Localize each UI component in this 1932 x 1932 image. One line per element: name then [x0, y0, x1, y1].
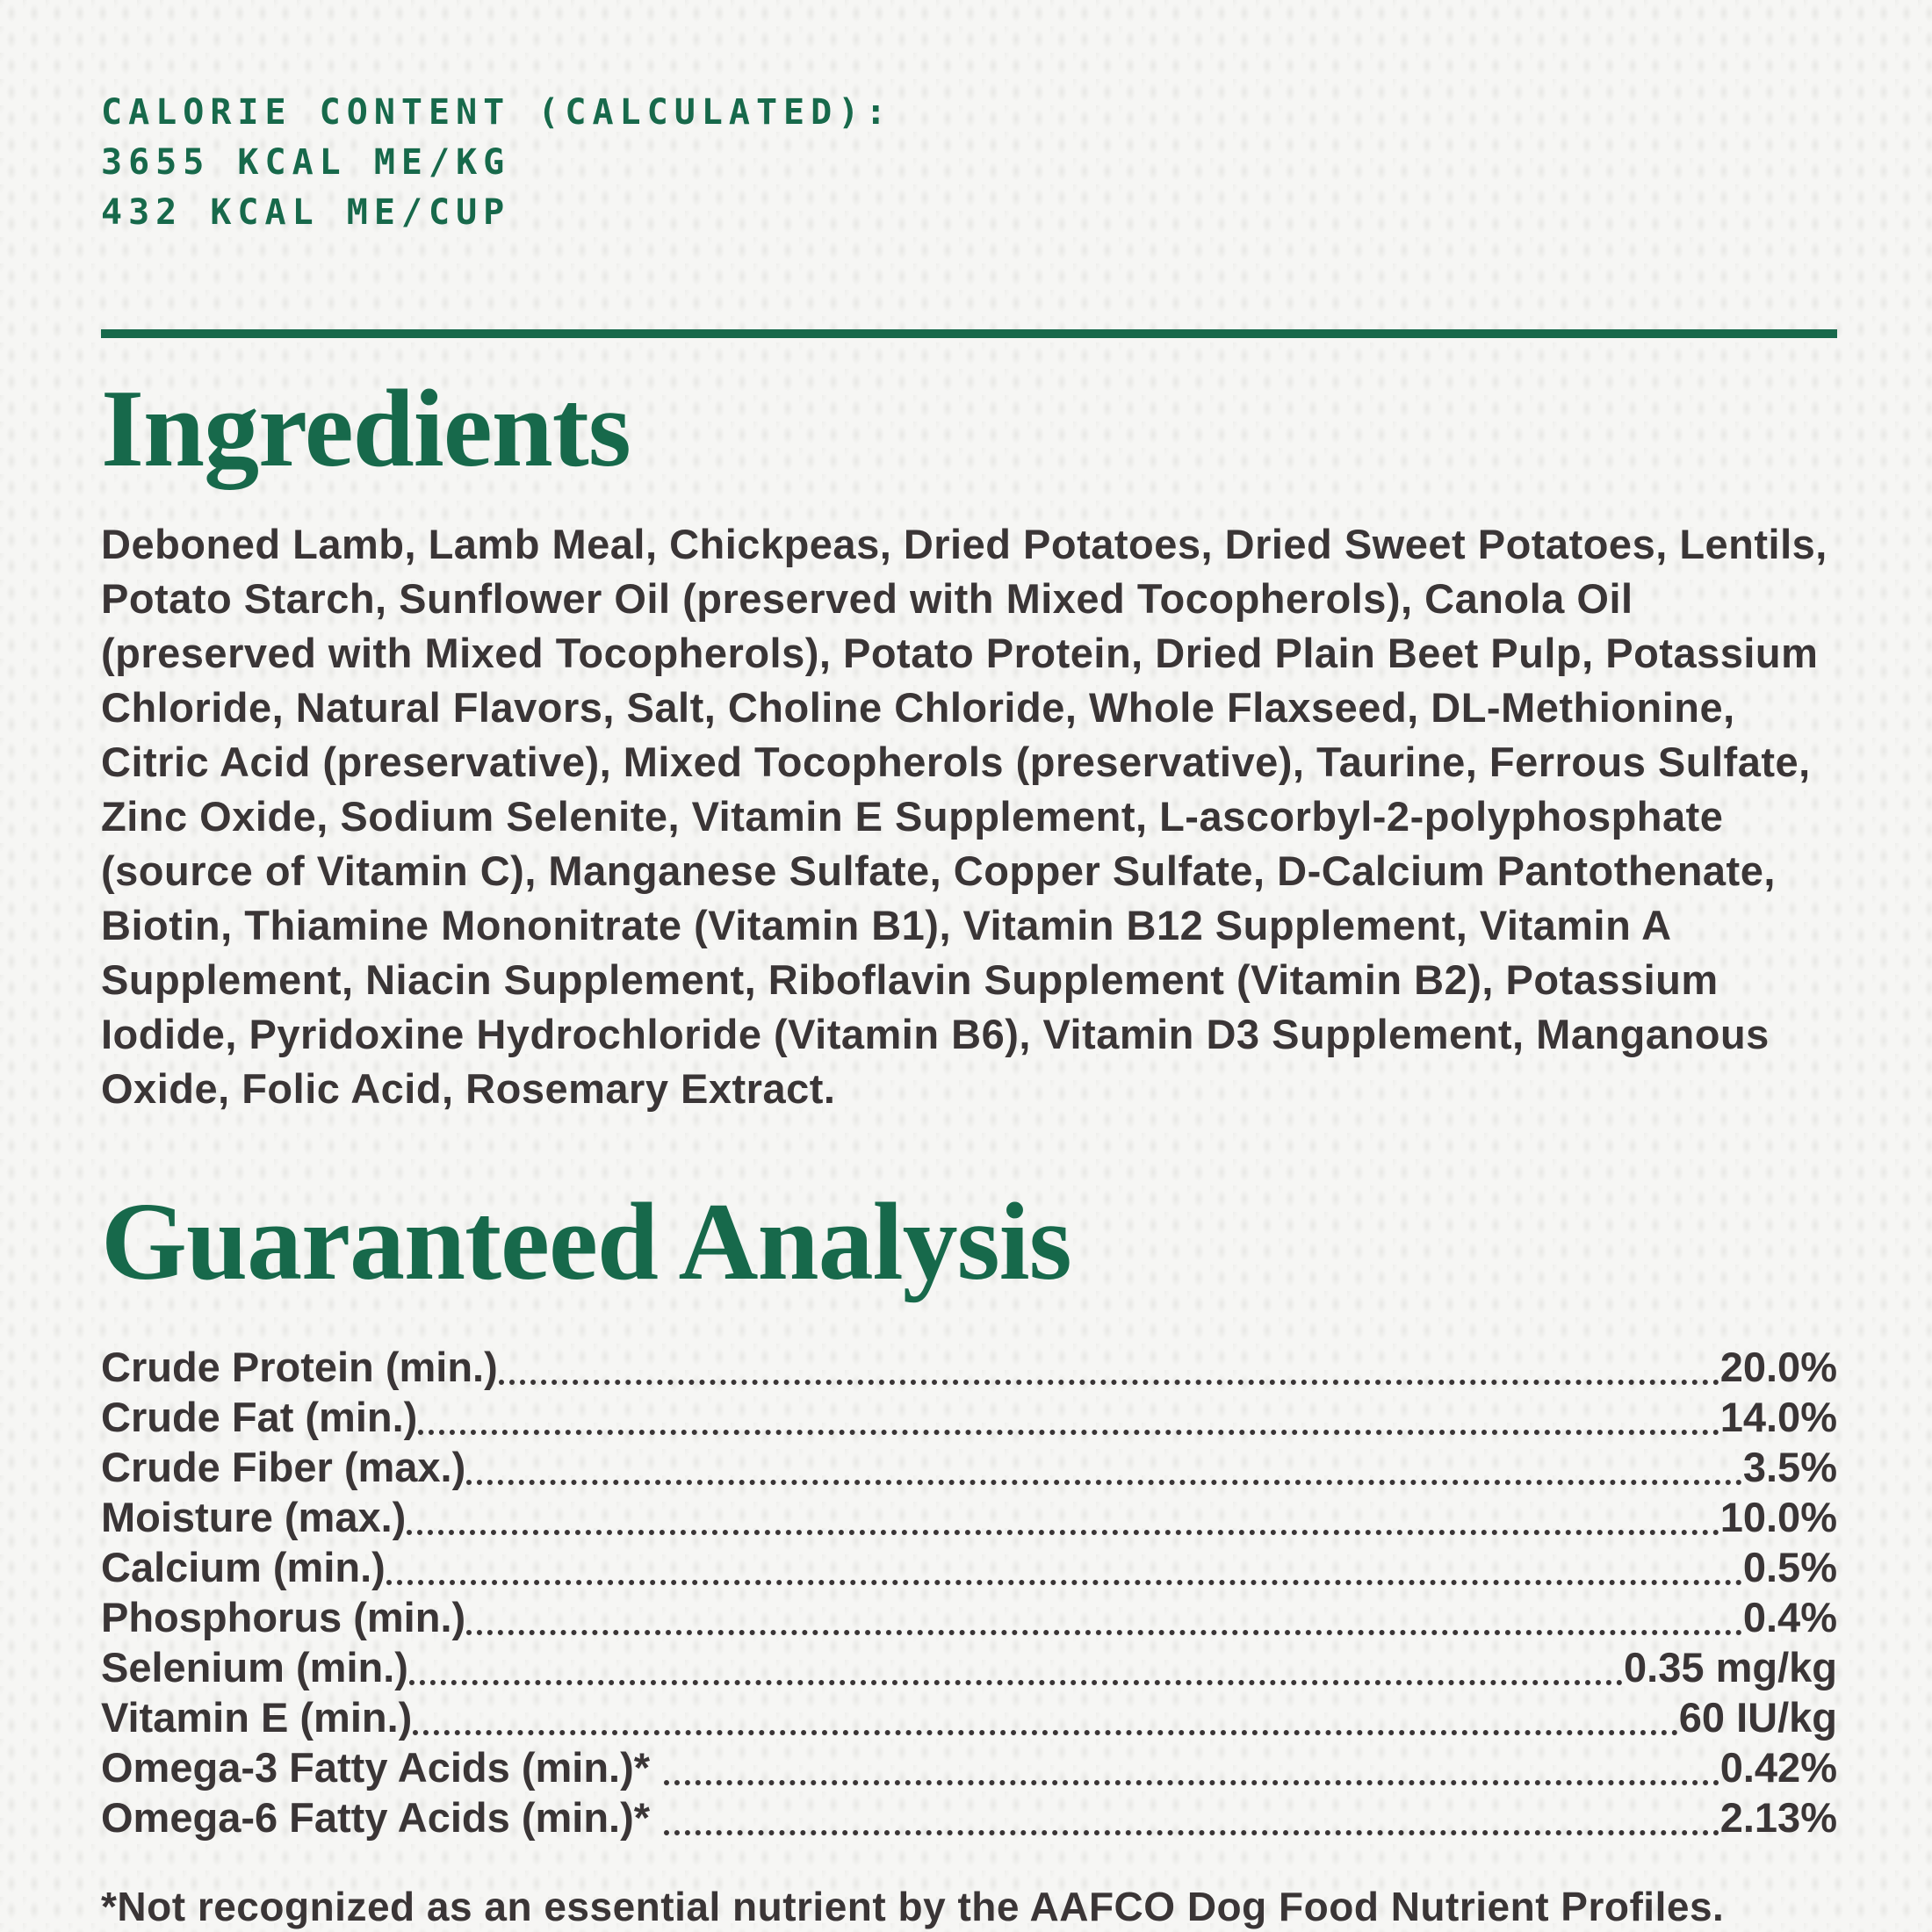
- analysis-row-label: Moisture (max.): [101, 1493, 407, 1540]
- analysis-row-crude-fat: [101, 1392, 1837, 1442]
- analysis-row-calcium: [101, 1542, 1837, 1592]
- dotted-leader: [409, 1675, 1623, 1685]
- dotted-leader: [386, 1575, 1742, 1585]
- section-divider: [101, 329, 1837, 338]
- analysis-row-value: 0.42%: [1719, 1743, 1837, 1791]
- analysis-row-value: 2.13%: [1719, 1793, 1837, 1841]
- analysis-row-value: 10.0%: [1719, 1493, 1837, 1540]
- analysis-row-label: Phosphorus (min.): [101, 1593, 466, 1640]
- analysis-row-omega-3: [101, 1742, 1837, 1792]
- analysis-row-value: 60 IU/kg: [1678, 1693, 1837, 1741]
- analysis-row-crude-fiber: [101, 1442, 1837, 1492]
- analysis-row-value: 3.5%: [1742, 1443, 1837, 1490]
- ingredients-title: Ingredients: [101, 368, 631, 490]
- analysis-row-value: 14.0%: [1719, 1393, 1837, 1440]
- calorie-kcal-per-cup: 432 KCAL ME/CUP: [101, 192, 511, 233]
- analysis-row-label: Calcium (min.): [101, 1543, 386, 1590]
- analysis-row-label: Selenium (min.): [101, 1643, 408, 1690]
- guaranteed-analysis-title: Guaranteed Analysis: [101, 1181, 1071, 1304]
- analysis-row-value: 0.35 mg/kg: [1624, 1643, 1837, 1690]
- analysis-row-label: Crude Fiber (max.): [101, 1443, 466, 1490]
- aafco-footnote: *Not recognized as an essential nutrient by the AAFCO Dog Food Nutrient Profiles.: [101, 1883, 1725, 1929]
- analysis-row-label: Omega-6 Fatty Acids (min.)*: [101, 1793, 651, 1841]
- calorie-content-heading: CALORIE CONTENT (CALCULATED):: [101, 92, 893, 133]
- analysis-row-label: Crude Protein (min.): [101, 1343, 498, 1390]
- calorie-content-block: [101, 88, 1837, 238]
- ingredients-list: Deboned Lamb, Lamb Meal, Chickpeas, Dried Potatoes, Dried Sweet Potatoes, Lentils, Potato Starch, Sunflower Oil (preserved with Mixed Tocopherols), Canola Oil (preserved with Mixed Tocopherols), Potato Protein, Dried Plain Beet Pulp, Potassium Chloride, Natural Flavors, Salt, Choline Chloride, Whole Flaxseed, DL-Methionine, Citric Acid (preservative), Mixed Tocopherols (preservative), Taurine, Ferrous Sulfate, Zinc Oxide, Sodium Selenite, Vitamin E Supplement, L-ascorbyl-2-polyphosphate (source of Vitamin C), Manganese Sulfate, Copper Sulfate, D-Calcium Pantothenate, Biotin, Thiamine Mononitrate (Vitamin B1), Vitamin B12 Supplement, Vitamin A Supplement, Niacin Supplement, Riboflavin Supplement (Vitamin B2), Potassium Iodide, Pyridoxine Hydrochloride (Vitamin B6), Vitamin D3 Supplement, Manganous Oxide, Folic Acid, Rosemary Extract.: [101, 521, 1827, 1113]
- analysis-row-selenium: [101, 1642, 1837, 1692]
- dotted-leader: [664, 1825, 1719, 1835]
- analysis-row-phosphorus: [101, 1592, 1837, 1642]
- calorie-kcal-per-kg: 3655 KCAL ME/KG: [101, 142, 511, 183]
- analysis-row-label: Omega-3 Fatty Acids (min.)*: [101, 1743, 651, 1791]
- guaranteed-analysis-table: [101, 1342, 1837, 1842]
- analysis-row-label: Crude Fat (min.): [101, 1393, 418, 1440]
- analysis-row-moisture: [101, 1492, 1837, 1542]
- analysis-row-crude-protein: [101, 1342, 1837, 1392]
- analysis-row-vitamin-e: [101, 1692, 1837, 1742]
- analysis-row-value: 20.0%: [1719, 1343, 1837, 1390]
- dotted-leader: [407, 1525, 1719, 1535]
- dotted-leader: [466, 1625, 1742, 1635]
- dotted-leader: [466, 1474, 1742, 1485]
- dotted-leader: [413, 1725, 1677, 1735]
- dotted-leader: [664, 1775, 1719, 1785]
- analysis-row-omega-6: [101, 1792, 1837, 1842]
- dotted-leader: [499, 1374, 1719, 1385]
- analysis-row-value: 0.5%: [1742, 1543, 1837, 1590]
- analysis-row-value: 0.4%: [1742, 1593, 1837, 1640]
- dotted-leader: [418, 1424, 1719, 1435]
- analysis-row-label: Vitamin E (min.): [101, 1693, 413, 1741]
